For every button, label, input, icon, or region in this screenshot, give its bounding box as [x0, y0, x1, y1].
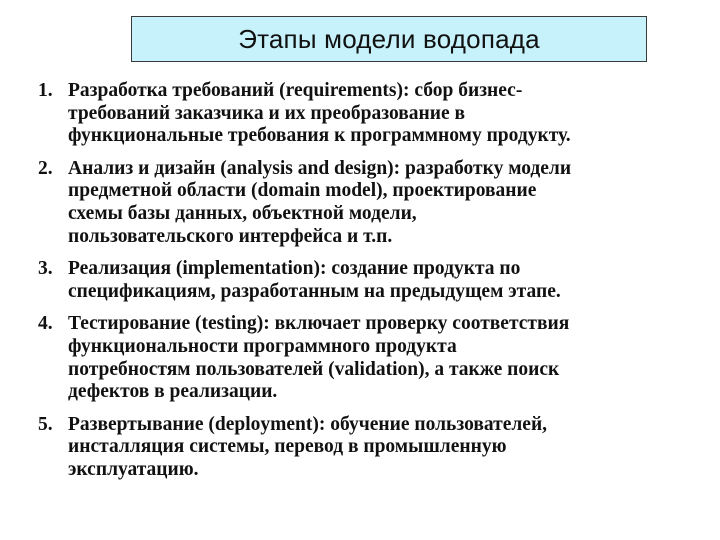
list-item-number: 2.: [38, 157, 53, 179]
list-item: [38, 258, 698, 303]
list-item: [38, 414, 698, 482]
page-title: Этапы модели водопада: [238, 23, 540, 54]
list-item: [38, 158, 698, 248]
list-item: [38, 80, 698, 148]
list-item-number: 3.: [38, 258, 53, 280]
list-item-number: 1.: [38, 80, 53, 101]
list-item-text: Тестирование (testing): включает проверку соответствия функциональности программного продукта потребностям пользователей (validation), а также поиск дефектов в реализации.: [68, 313, 570, 403]
list-item-text: Реализация (implementation): создание продукта по спецификациям, разработанным на предыдущем этапе.: [68, 258, 561, 302]
list-item-text: Анализ и дизайн (analysis and design): разработку модели предметной области (domain model), проектирование схемы базы данных, объектной модели, пользовательского интерфейса и т.п.: [68, 157, 572, 247]
list-item-text: Разработка требований (requirements): сбор бизнес- требований заказчика и их преобразование в функциональные требования к программному продукту.: [68, 80, 571, 147]
list-item-text: Развертывание (deployment): обучение пользователей, инсталляция системы, перевод в промышленную эксплуатацию.: [68, 413, 548, 480]
steps-list: [38, 80, 698, 492]
title-box: [131, 16, 647, 62]
list-item-number: 4.: [38, 313, 53, 335]
list-item: [38, 313, 698, 403]
list-item-number: 5.: [38, 413, 53, 435]
